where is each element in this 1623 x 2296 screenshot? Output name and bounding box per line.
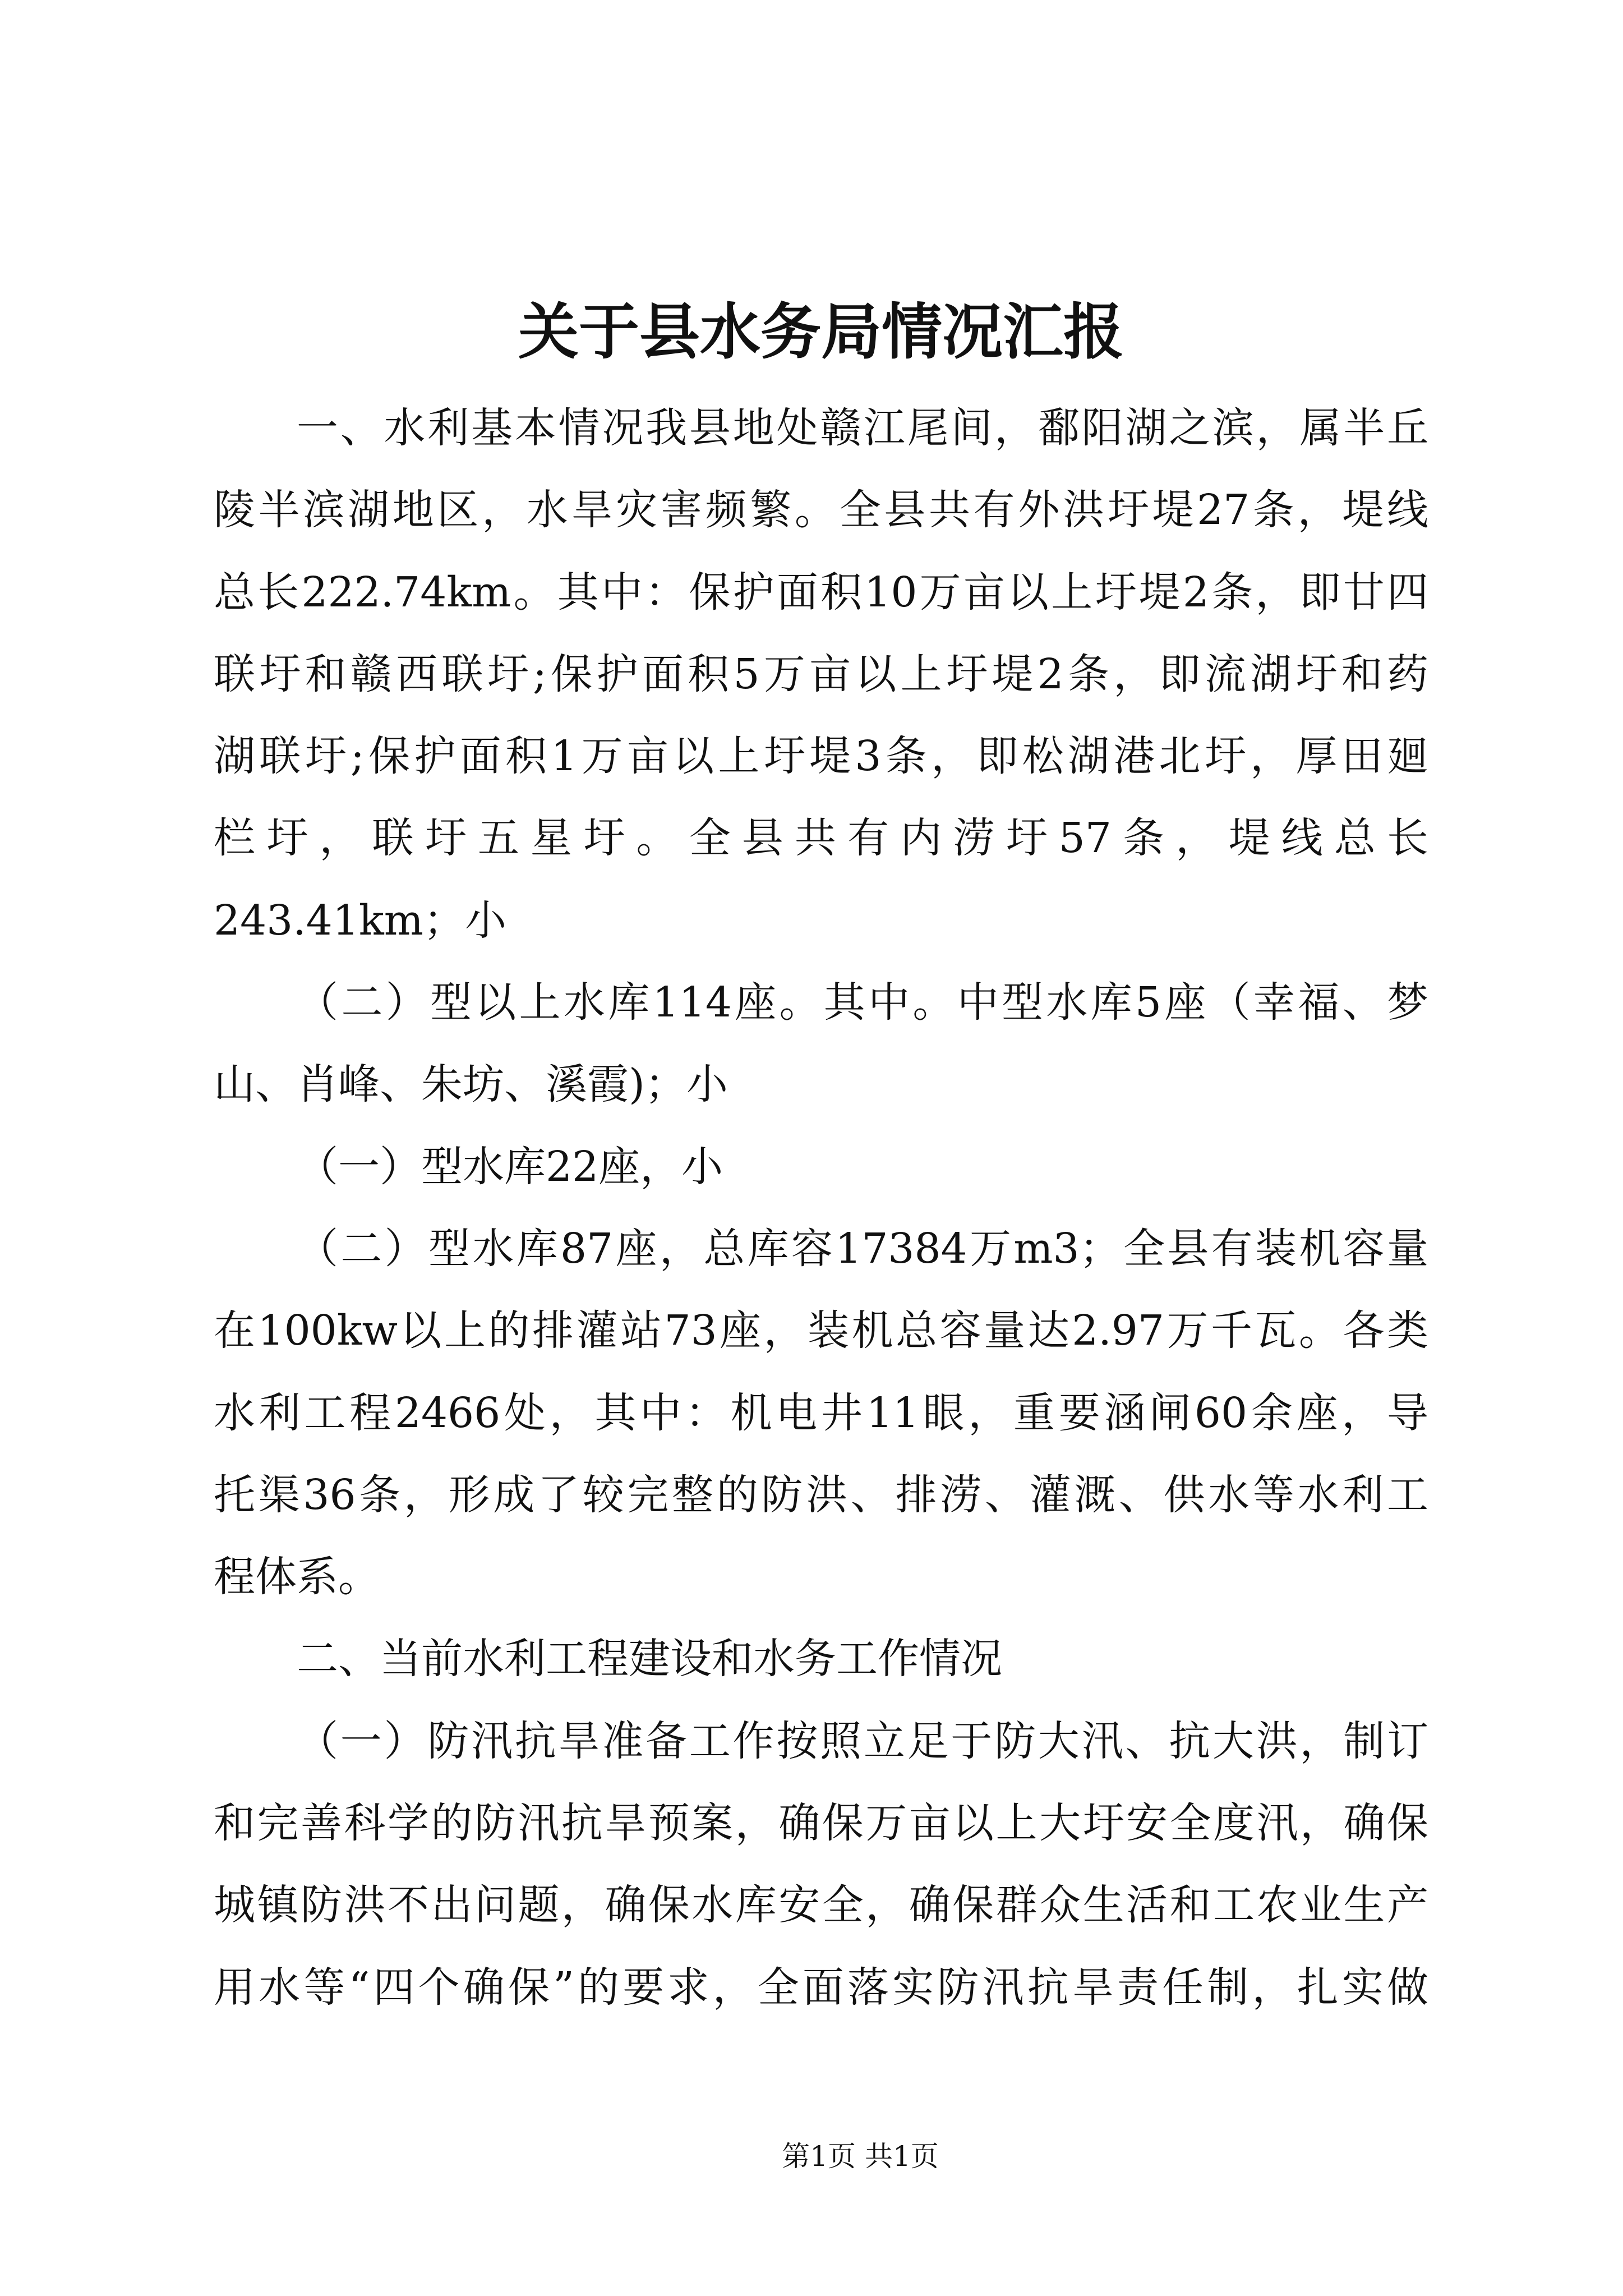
text-line: 山、肖峰、朱坊、溪霞)；小: [214, 1060, 728, 1109]
text-line: 二、当前水利工程建设和水务工作情况: [297, 1635, 1002, 1683]
text-line: （二）型水库87座，总库容17384万m3；全县有装机容量: [297, 1224, 1428, 1273]
text-line: （一）型水库22座，小: [297, 1142, 723, 1191]
text-line: 陵半滨湖地区，水旱灾害频繁。全县共有外洪圩堤27条，堤线: [214, 486, 1428, 535]
paragraph-small-reservoirs-1: [214, 1126, 1428, 1208]
text-line: 托渠36条，形成了较完整的防洪、排涝、灌溉、供水等水利工: [214, 1470, 1428, 1519]
text-line: 在100kw以上的排灌站73座，装机总容量达2.97万千瓦。各类: [214, 1306, 1428, 1355]
paragraph-small-reservoirs-2: [214, 1208, 1428, 1618]
text-line: 栏圩，联圩五星圩。全县共有内涝圩57条，堤线总长: [214, 814, 1428, 863]
section-heading-current-work: [214, 1618, 1428, 1700]
text-line: 和完善科学的防汛抗旱预案，确保万亩以上大圩安全度汛，确保: [214, 1799, 1428, 1848]
text-line: 程体系。: [214, 1553, 380, 1602]
paragraph-water-conservancy-overview: [214, 387, 1428, 961]
text-line: （二）型以上水库114座。其中。中型水库5座（幸福、梦: [297, 978, 1428, 1027]
document-body: [214, 387, 1428, 2028]
paragraph-flood-drought-preparation: [214, 1700, 1428, 2028]
text-line: 243.41km；小: [214, 896, 506, 945]
text-line: （一）防汛抗旱准备工作按照立足于防大汛、抗大洪，制订: [297, 1717, 1428, 1765]
text-line: 总长222.74km。其中：保护面积10万亩以上圩堤2条，即廿四: [214, 568, 1428, 616]
text-line: 城镇防洪不出问题，确保水库安全，确保群众生活和工农业生产: [214, 1881, 1428, 1930]
page-number-footer: 第1页 共1页: [782, 2140, 939, 2173]
text-line: 联圩和赣西联圩;保护面积5万亩以上圩堤2条，即流湖圩和药: [214, 650, 1428, 698]
paragraph-reservoirs: [214, 961, 1428, 1126]
text-line: 水利工程2466处，其中：机电井11眼，重要涵闸60余座，导: [214, 1388, 1428, 1437]
document-title: 关于县水务局情况汇报: [518, 297, 1124, 367]
text-line: 用水等“四个确保”的要求，全面落实防汛抗旱责任制，扎实做: [214, 1963, 1428, 2012]
text-line: 湖联圩;保护面积1万亩以上圩堤3条，即松湖港北圩，厚田廻: [214, 732, 1428, 781]
text-line: 一、水利基本情况我县地处赣江尾间，鄱阳湖之滨，属半丘: [297, 404, 1428, 452]
